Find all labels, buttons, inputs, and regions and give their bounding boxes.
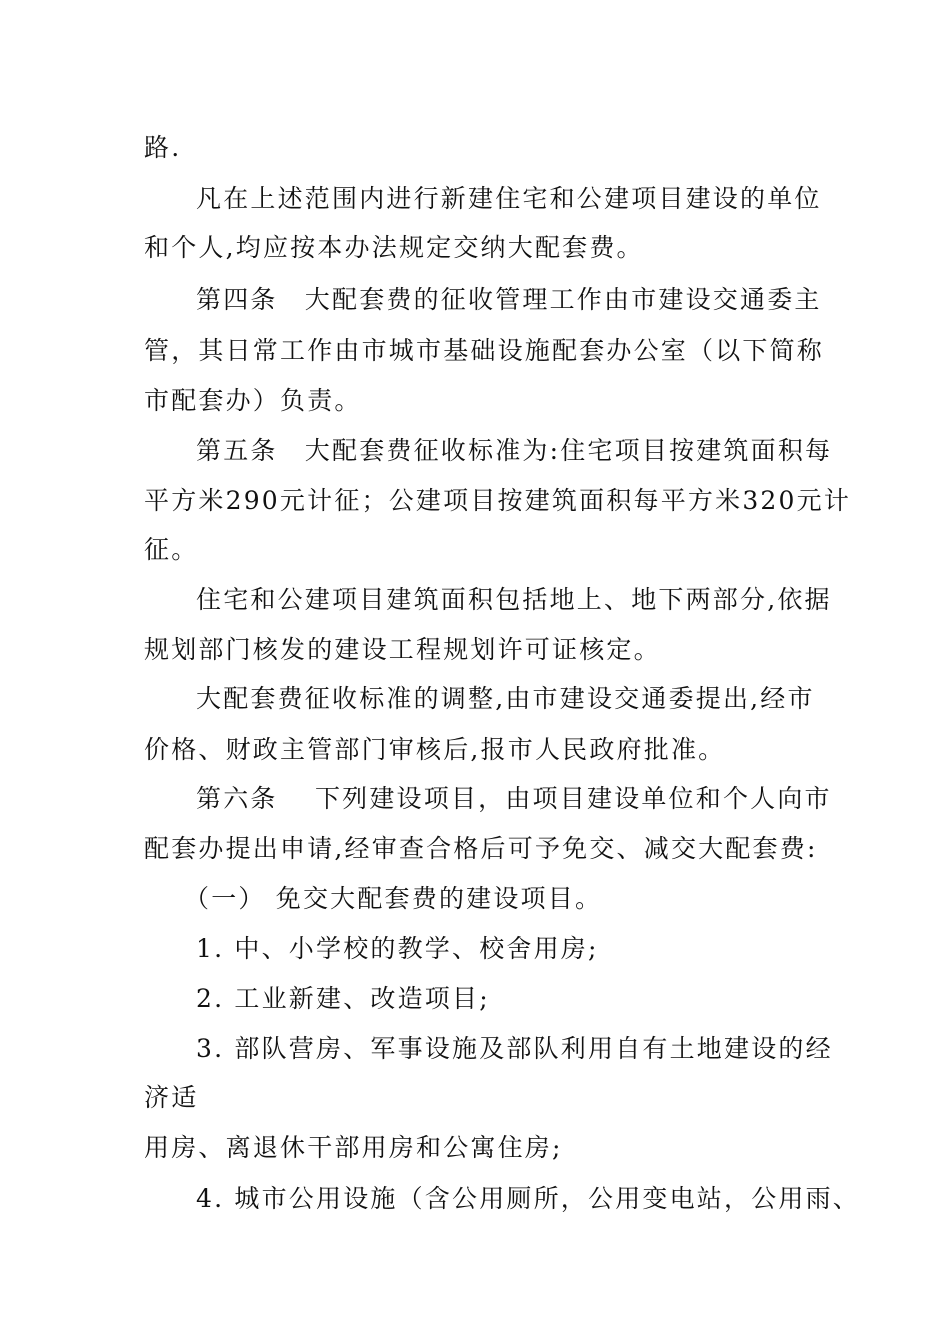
- text-line: 价格、财政主管部门审核后,报市人民政府批准。: [144, 735, 726, 764]
- list-item: 3. 部队营房、军事设施及部队利用自有土地建设的经: [196, 1034, 833, 1063]
- section-heading: （一） 免交大配套费的建设项目。: [184, 884, 603, 913]
- text-line: 和个人,均应按本办法规定交纳大配套费。: [144, 233, 644, 262]
- text-line: 住宅和公建项目建筑面积包括地上、地下两部分,依据: [196, 585, 832, 614]
- article-4-heading: 第四条 大配套费的征收管理工作由市建设交通委主: [196, 285, 822, 314]
- text-line: 配套办提出申请,经审查合格后可予免交、减交大配套费:: [144, 834, 818, 863]
- text-line: 市配套办）负责。: [144, 386, 362, 415]
- text-line: 用房、离退休干部用房和公寓住房;: [144, 1133, 563, 1162]
- text-line: 规划部门核发的建设工程规划许可证核定。: [144, 635, 661, 664]
- list-item: 2. 工业新建、改造项目;: [196, 984, 490, 1013]
- text-line: 大配套费征收标准的调整,由市建设交通委提出,经市: [196, 684, 815, 713]
- article-5-heading: 第五条 大配套费征收标准为:住宅项目按建筑面积每: [196, 436, 833, 465]
- text-line: 征。: [144, 535, 199, 564]
- text-line: 路.: [144, 133, 182, 162]
- text-line: 济适: [144, 1083, 199, 1112]
- article-6-heading: 第六条 下列建设项目，由项目建设单位和个人向市: [196, 784, 832, 813]
- text-line: 凡在上述范围内进行新建住宅和公建项目建设的单位: [196, 184, 822, 213]
- list-item: 1. 中、小学校的教学、校舍用房;: [196, 934, 599, 963]
- text-line: 管，其日常工作由市城市基础设施配套办公室（以下简称: [144, 336, 825, 365]
- list-item: 4. 城市公用设施（含公用厕所，公用变电站，公用雨、: [196, 1184, 861, 1213]
- text-line: 平方米290元计征；公建项目按建筑面积每平方米320元计: [144, 486, 852, 515]
